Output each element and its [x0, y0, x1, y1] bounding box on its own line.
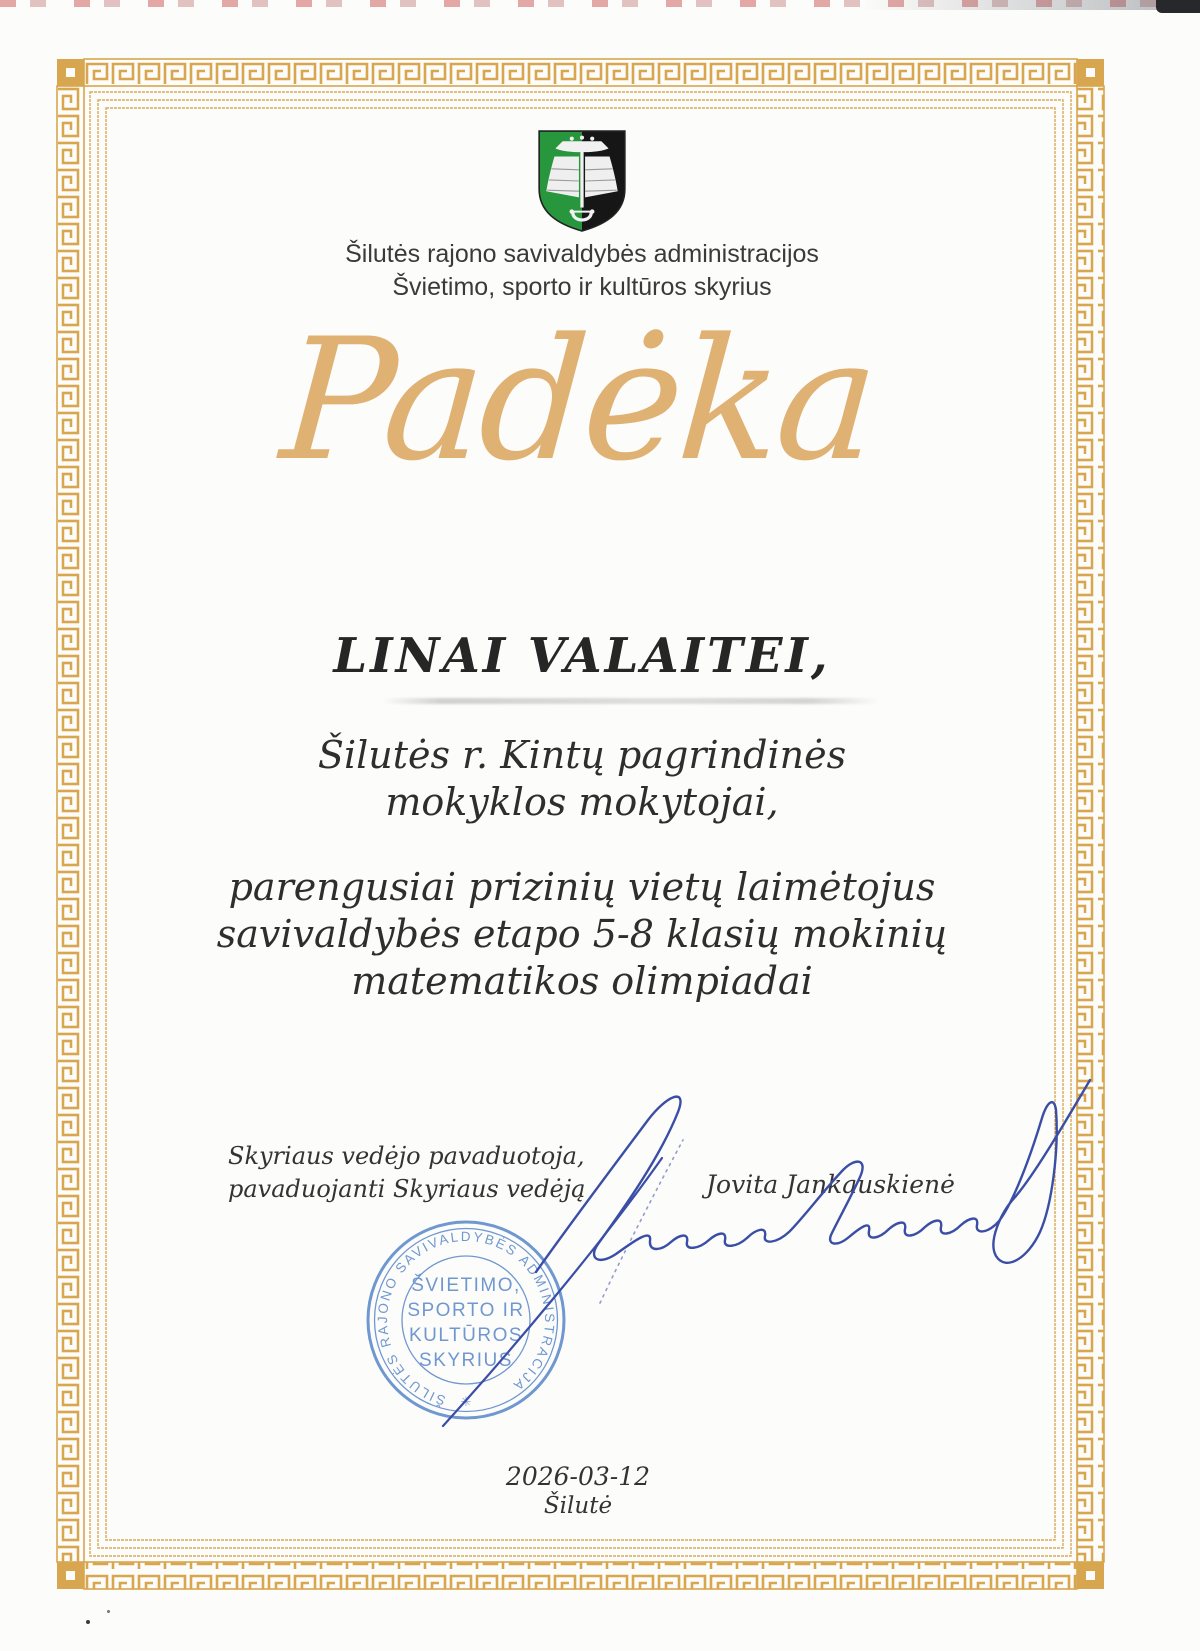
signer-role-line: Skyriaus vedėjo pavaduotoja, [228, 1142, 585, 1170]
issuer-block [345, 238, 819, 304]
certificate-title: Padėka [275, 302, 881, 498]
svg-text:SPORTO IR: SPORTO IR [407, 1300, 525, 1321]
issue-place: Šilutė [543, 1493, 613, 1519]
svg-text:ŠILUTĖS RAJONO SAVIVALDYBĖS AD [375, 1229, 557, 1408]
svg-text:KULTŪROS: KULTŪROS [408, 1325, 524, 1346]
scan-speck [107, 1610, 110, 1613]
signer-role-line: pavaduojanti Skyriaus vedėją [228, 1175, 586, 1203]
stamp-ring-text: ŠILUTĖS RAJONO SAVIVALDYBĖS ADMINISTRACIJA [374, 1228, 558, 1409]
scan-speck [86, 1620, 90, 1624]
handwritten-signature [443, 1080, 1090, 1426]
coat-of-arms-icon [538, 130, 626, 232]
reason-line: parengusiai prizinių vietų laimėtojus [228, 865, 936, 909]
issuer-line-2: Švietimo, sporto ir kultūros skyrius [392, 273, 772, 301]
stamp-center-text [407, 1274, 524, 1371]
recipient-name: LINAI VALAITEI, [333, 628, 831, 684]
signer-name: Jovita Jankauskienė [706, 1170, 955, 1199]
scan-artifact-corner-blob [1156, 0, 1200, 13]
recipient-school [318, 732, 846, 826]
school-line: mokyklos mokytojai, [385, 780, 779, 824]
round-stamp [368, 1222, 564, 1418]
school-line: Šilutės r. Kintų pagrindinės [317, 733, 847, 777]
reason-line: savivaldybės etapo 5-8 klasių mokinių [216, 912, 948, 956]
scan-smudge-under-name [382, 698, 880, 704]
reason-line: matematikos olimpiadai [351, 959, 813, 1003]
signer-role [228, 1140, 585, 1206]
stamp-star: ✳ [460, 1394, 472, 1409]
svg-text:ŠVIETIMO,: ŠVIETIMO, [411, 1275, 521, 1296]
svg-text:SKYRIUS: SKYRIUS [419, 1350, 513, 1371]
award-reason [217, 864, 947, 1005]
footer-block [506, 1462, 650, 1520]
issue-date: 2026-03-12 [505, 1462, 651, 1491]
scan-artifact-smear [860, 0, 1160, 10]
issuer-line-1: Šilutės rajono savivaldybės administracijos [345, 240, 819, 268]
